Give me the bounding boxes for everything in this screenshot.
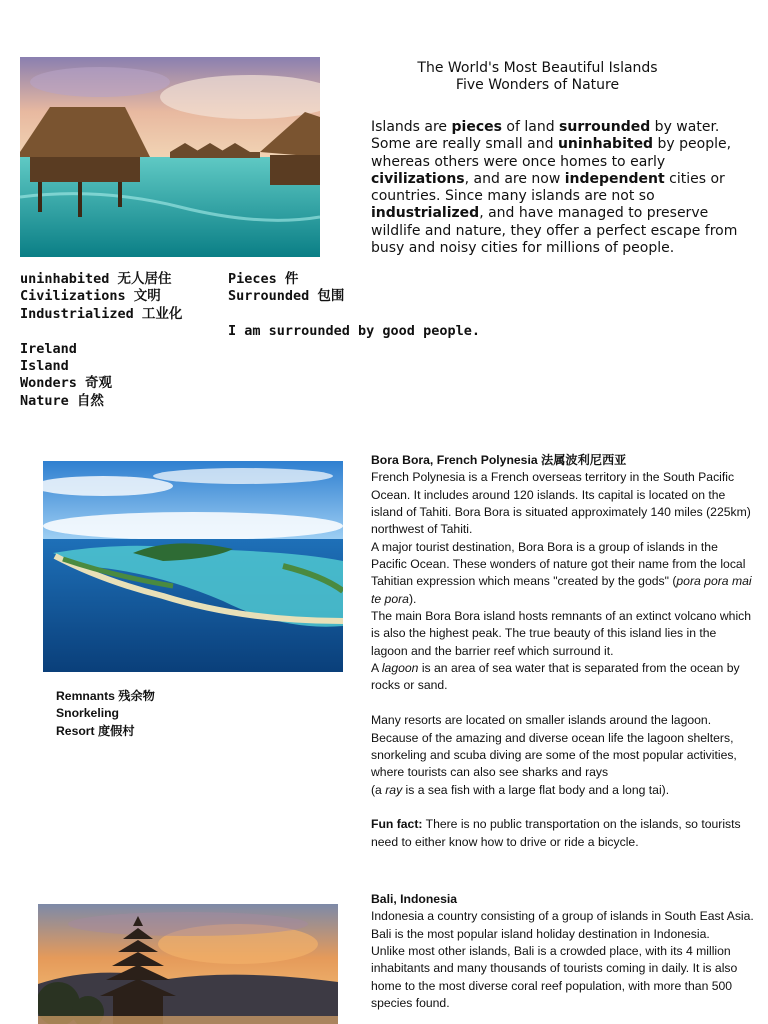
paragraph: Indonesia a country consisting of a group of islands in South East Asia. Bali is the most popular island holiday destination in Indonesia. — [371, 909, 754, 941]
vocab-item: Snorkeling — [56, 706, 119, 721]
overwater-bungalow-photo — [20, 57, 320, 257]
vocab-item: Ireland — [20, 340, 77, 357]
title-line-2: Five Wonders of Nature — [455, 77, 620, 93]
page-title — [340, 60, 735, 94]
vocab-item: Civilizations 文明 — [20, 288, 161, 305]
vocab-item: Industrialized 工业化 — [20, 305, 183, 322]
vocab-spacer — [20, 323, 182, 340]
paragraph: The main Bora Bora island hosts remnants of an extinct volcano which is also the highest peak. The true beauty of this island lies in the lagoon and the barrier reef which surround it. — [371, 609, 752, 658]
vocab-list-left — [20, 271, 182, 410]
paragraph: A major tourist destination, Bora Bora is a group of islands in the Pacific Ocean. These wonders of nature got their name from the local Tahitian expression which means "created by the gods" (pora pora mai te pora). — [371, 539, 752, 606]
intro-paragraph: Islands are pieces of land surrounded by water. Some are really small and uninhabited by people, whereas others were once homes to early civilizations, and are now independent cities or countries. Since many islands are not so industrialized, and have managed to preserve wildlife and nature, they offer a perfect escape from busy and noisy cities for millions of people. — [371, 119, 738, 257]
paragraph: (a ray is a sea fish with a large flat body and a long tai). — [371, 782, 670, 797]
bora-bora-article — [371, 452, 755, 851]
bora-vocab-list — [56, 688, 155, 740]
title-line-1: The World's Most Beautiful Islands — [417, 60, 658, 76]
vocab-item: Resort 度假村 — [56, 723, 135, 738]
vocab-item: Wonders 奇观 — [20, 375, 113, 392]
bali-temple-photo — [38, 904, 338, 1024]
section-heading: Bora Bora, French Polynesia 法属波利尼西亚 — [371, 453, 627, 467]
vocab-item: Remnants 残余物 — [56, 689, 155, 703]
example-sentence: I am surrounded by good people. — [228, 323, 480, 339]
vocab-list-right — [228, 271, 344, 306]
paragraph: Many resorts are located on smaller islands around the lagoon. Because of the amazing and diverse ocean life the lagoon shelters, snorkeling and scuba diving are some of the most popular activities, where tourists can also see sharks and rays — [371, 713, 737, 780]
vocab-item: Island — [20, 357, 69, 374]
bora-bora-aerial-photo — [43, 461, 343, 672]
paragraph: A lagoon is an area of sea water that is separated from the ocean by rocks or sand. — [371, 661, 740, 693]
vocab-item: Surrounded 包围 — [228, 288, 345, 305]
vocab-item: uninhabited 无人居住 — [20, 271, 172, 287]
vocab-item: Pieces 件 — [228, 271, 299, 287]
paragraph: Unlike most other islands, Bali is a crowded place, with its 4 million inhabitants and many thousands of tourists coming in daily. It is also home to the most diverse coral reef population, with more than 500 species found. — [371, 944, 738, 1011]
vocab-item: Nature 自然 — [20, 392, 104, 409]
bali-article — [371, 891, 755, 1012]
paragraph: French Polynesia is a French overseas territory in the South Pacific Ocean. It includes around 120 islands. Its capital is located on the island of Tahiti. Bora Bora is situated approximately 140 miles (225km) northwest of Tahiti. — [371, 470, 751, 537]
section-heading: Bali, Indonesia — [371, 892, 458, 906]
fun-fact: Fun fact: There is no public transportation on the islands, so tourists need to either know how to drive or ride a bicycle. — [371, 817, 741, 849]
